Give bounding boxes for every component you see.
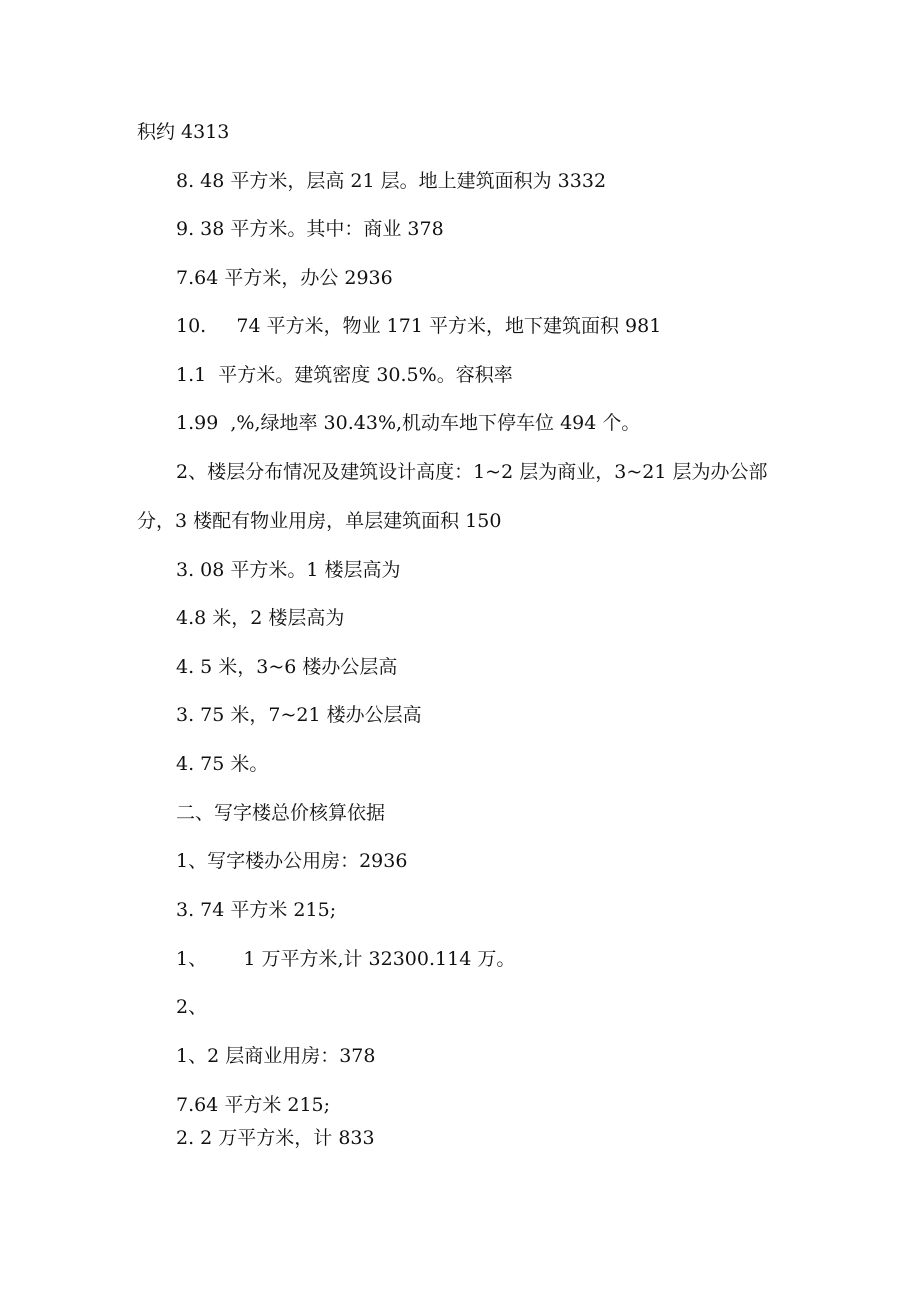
text-line-14: 4. 75 米。: [176, 753, 269, 775]
text-line-21: 7.64 平方米 215;: [176, 1094, 331, 1116]
text-line-22: 2. 2 万平方米，计 833: [176, 1127, 375, 1149]
text-line-4: 7.64 平方米，办公 2936: [176, 267, 393, 289]
text-line-15: 二、写字楼总价核算依据: [176, 802, 386, 824]
text-line-12: 4. 5 米，3~6 楼办公层高: [176, 656, 398, 678]
text-line-6: 1.1 平方米。建筑密度 30.5%。容积率: [176, 364, 513, 386]
text-line-11: 4.8 米，2 楼层高为: [176, 607, 345, 629]
text-line-19: 2、: [176, 996, 208, 1018]
text-line-8: 2、楼层分布情况及建筑设计高度：1~2 层为商业，3~21 层为办公部: [176, 461, 768, 483]
text-line-9: 分，3 楼配有物业用房，单层建筑面积 150: [137, 510, 502, 532]
text-line-17: 3. 74 平方米 215;: [176, 899, 337, 921]
text-line-5: 10. 74 平方米，物业 171 平方米，地下建筑面积 981: [176, 315, 662, 337]
text-line-1: 积约 4313: [137, 121, 230, 143]
text-line-16: 1、写字楼办公用房：2936: [176, 850, 408, 872]
text-line-10: 3. 08 平方米。1 楼层高为: [176, 559, 401, 581]
text-line-20: 1、2 层商业用房：378: [176, 1045, 376, 1067]
text-line-18: 1、 1 万平方米,计 32300.114 万。: [176, 948, 516, 970]
text-line-7: 1.99 ,%,绿地率 30.43%,机动车地下停车位 494 个。: [176, 412, 641, 434]
text-line-13: 3. 75 米，7~21 楼办公层高: [176, 704, 422, 726]
text-line-2: 8. 48 平方米，层高 21 层。地上建筑面积为 3332: [176, 170, 607, 192]
text-line-3: 9. 38 平方米。其中：商业 378: [176, 218, 444, 240]
